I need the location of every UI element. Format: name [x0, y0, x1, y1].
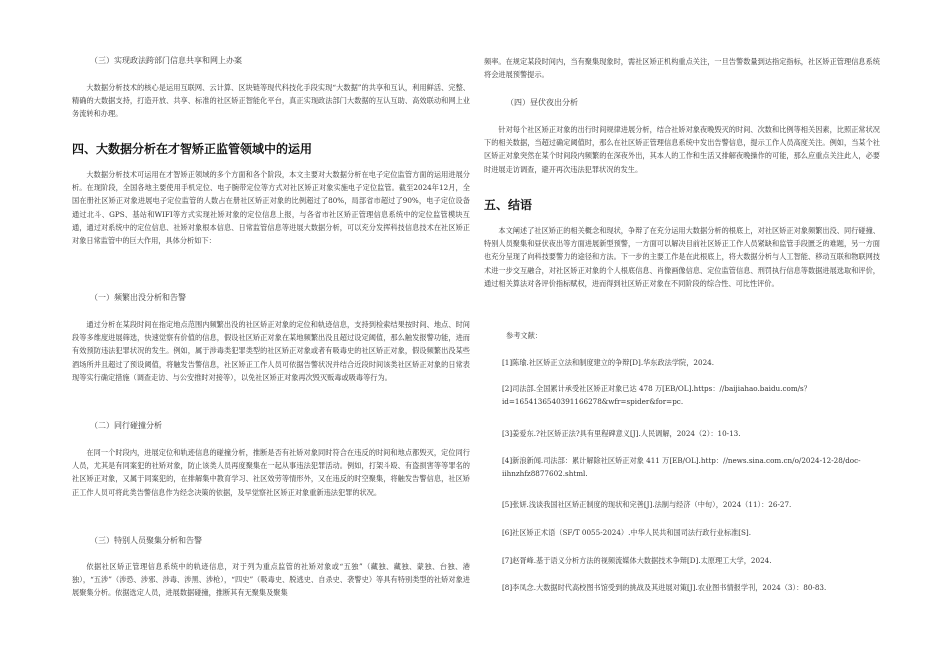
section-heading-5: 五、结语: [484, 198, 533, 212]
subsection-title-4-3: （三）特别人员聚集分析和告警: [90, 536, 202, 545]
paragraph-5: 本文阐述了社区矫正的相关概念和现状，争辩了在充分运用大数据分析的根底上，对社区矫正对象频繁出没、同行碰撞、特别人员聚集和昼伏夜出等方面进展新型预警，一方面可以解决目前社区矫正工作人员紧缺和监管手段匮乏的难题，另一方面也充分呈现了向科技要警力的途径和方法。下一步的主要工作是在此根底上，将大数据分析与人工智能、移动互联和物联网技术进一步交互融合，对社区矫正对象的个人根底信息、肖像画像信息、定位监管信息、刑罚执行信息等数据进展选取和评价，通过相关算法对各评价指标赋权，进而得到社区矫正对象在不同阶段的综合性、可比性评价。: [484, 226, 880, 288]
paragraph-4-4: 针对每个社区矫正对象的出行时间规律进展分析，结合社矫对象夜晚毁灭的时间、次数和比例等相关因素，比照正常状况下的相关数据，当超过确定阈值时，那么在社区矫正管理信息系统中发出告警信息，提示工作人员高度关注。例如，当某个社区矫正对象突然在某个时间段内频繁的在深夜外出，其本人的工作和生活又排解夜晚操作的可能，那么应重点关注此人，必要时进展走访调查，避开再次违法犯罪状况的发生。: [484, 125, 880, 174]
reference-item: [5]张妍.浅谈我国社区矫正制度的现状和完善[J].法制与经济（中旬），2024（11）：26-27.: [502, 500, 792, 509]
reference-item: [8]李凤念.大数据时代高校图书馆受到的挑战及其进展对策[J].农业图书情报学刊，2024（3）：80-83.: [502, 583, 827, 592]
reference-item: [7]赵胥峰.基于语义分析方法的视频流媒体大数据技术争辩[D].太原理工大学，2024.: [502, 556, 772, 565]
paragraph-3: 大数据分析技术的核心是运用互联网、云计算、区块链等现代科技化手段实现“大数据”的共享和互认，利用鲜活、完整、精确的大数据支持，打造开放、共享、标准的社区矫正智能化平台，真正实现政法部门大数据的互认互助、高效联动和网上业务流转和办理。: [72, 83, 470, 119]
reference-item: [6]社区矫正术语（SF/T 0055-2024）.中华人民共和国司法行政行业标准[S].: [502, 528, 752, 537]
paragraph-continued: 频率。在规定某段时间内，当有聚集现象时，需社区矫正机构重点关注，一旦告警数量到达指定指标，社区矫正管理信息系统将会进展预警提示。: [484, 57, 880, 80]
subsection-title-3: （三）实现政法跨部门信息共享和网上办案: [90, 56, 242, 65]
subsection-title-4-4: （四）昼伏夜出分析: [506, 98, 578, 107]
paragraph-4-1: 通过分析在某段时间在指定地点范围内频繁出没的社区矫正对象的定位和轨迹信息，支持到检索结果按时间、地点、时间段等多维度进展筛选，快速觉察有价值的信息，假设社区矫正对象在某地频繁出没且超过设定阈值，那么触发报警功能，进而有效预防违法犯罪状况的发生。例如，属于涉毒类犯罪类型的社区矫正对象或者有吸毒史的社区矫正对象，假设频繁出没某些酒场所并且超过了预设阈值，将触发告警信息，社区矫正工作人员可依据告警状况并结合近段时间该类社区矫正对象的日常表现等实行确定措施（调查走访、与公安推时对接等），以免社区矫正对象再次毁灭贩毒或吸毒等行为。: [72, 320, 470, 382]
reference-item: [1]陈瑜.社区矫正立法和制度建立的争辩[D].华东政法学院，2024.: [502, 358, 715, 367]
paragraph-4-2: 在同一个时段内，进展定位和轨迹信息的碰撞分析，推断是否有社矫对象同时符合在违反的时间和地点都毁灭，定位同行人员，尤其是有同案犯的社矫对象，防止该类人员再度聚集在一起从事违法犯罪活动。例如，打架斗殴、有盗损害等等罪名的社区矫正对象，又属于同案犯的，在排解集中教育学习、社区效劳等情形外，又在违反的时空聚集，将触发告警信息，社区矫正工作人员可将此类告警信息作为经念决策的依据，及早觉察社区矫正对象重新违法犯罪的状况。: [72, 448, 470, 497]
references-title: 参考文献：: [506, 331, 542, 340]
paragraph-4: 大数据分析技术可运用在才智矫正领域的多个方面和各个阶段，本文主要对大数据分析在电子定位监管方面的运用进展分析。在现阶段，全国各地主要使用手机定位、电子腕带定位等方式对社区矫正对象实施电子定位监管。截至2024年12月，全国在册社区矫正对象进展电子定位监管的人数占在册社区矫正对象的比例超过了80%，局部省市超过了90%，电子定位设备通过北斗、GPS、基站和WIFI等方式实现社矫对象的定位信息上报，与各省市社区矫正管理信息系统中的定位监管模块互通，通过对系统中的定位信息、社矫对象根本信息、日常监管信息等进展大数据分析，可以充分发挥科技信息技术在社区矫正对象日常监管中的巨大作用，具体分析如下：: [72, 170, 470, 246]
section-heading-4: 四、大数据分析在才智矫正监管领域中的运用: [72, 142, 313, 156]
paragraph-4-3: 依据社区矫正管理信息系统中的轨迹信息，对于列为重点监管的社矫对象或“五独”（藏独、藏独、蒙独、台独、港独），“五涉”（涉恐、涉邪、涉毒、涉黑、涉枪），“四史”（吸毒史、脱逃史、自杀史、袭警史）等具有特别类型的社矫对象进展聚集分析。依据选定人员，进展数据碰撞，推断其有无聚集及聚集: [72, 562, 470, 598]
subsection-title-4-1: （一）频繁出没分析和告警: [90, 293, 186, 302]
subsection-title-4-2: （二）同行碰撞分析: [90, 421, 162, 430]
reference-item: [3]姜爱东.?社区矫正法?具有里程碑意义[J].人民调解，2024（2）：10-13.: [502, 429, 741, 438]
reference-item: [2]司法部.全国累计承受社区矫正对象已达 478 万[EB/OL].https：//baijiahao.baidu.com/s？id=1654136540391166278&wfr=spider&for=pc.: [502, 384, 811, 406]
reference-item: [4]新浪新闻.司法部：累计解除社区矫正对象 411 万[EB/OL].http：//news.sina.com.cn/o/2024-12-28/doc-iihnzhfz8877602.shtml.: [502, 456, 861, 478]
